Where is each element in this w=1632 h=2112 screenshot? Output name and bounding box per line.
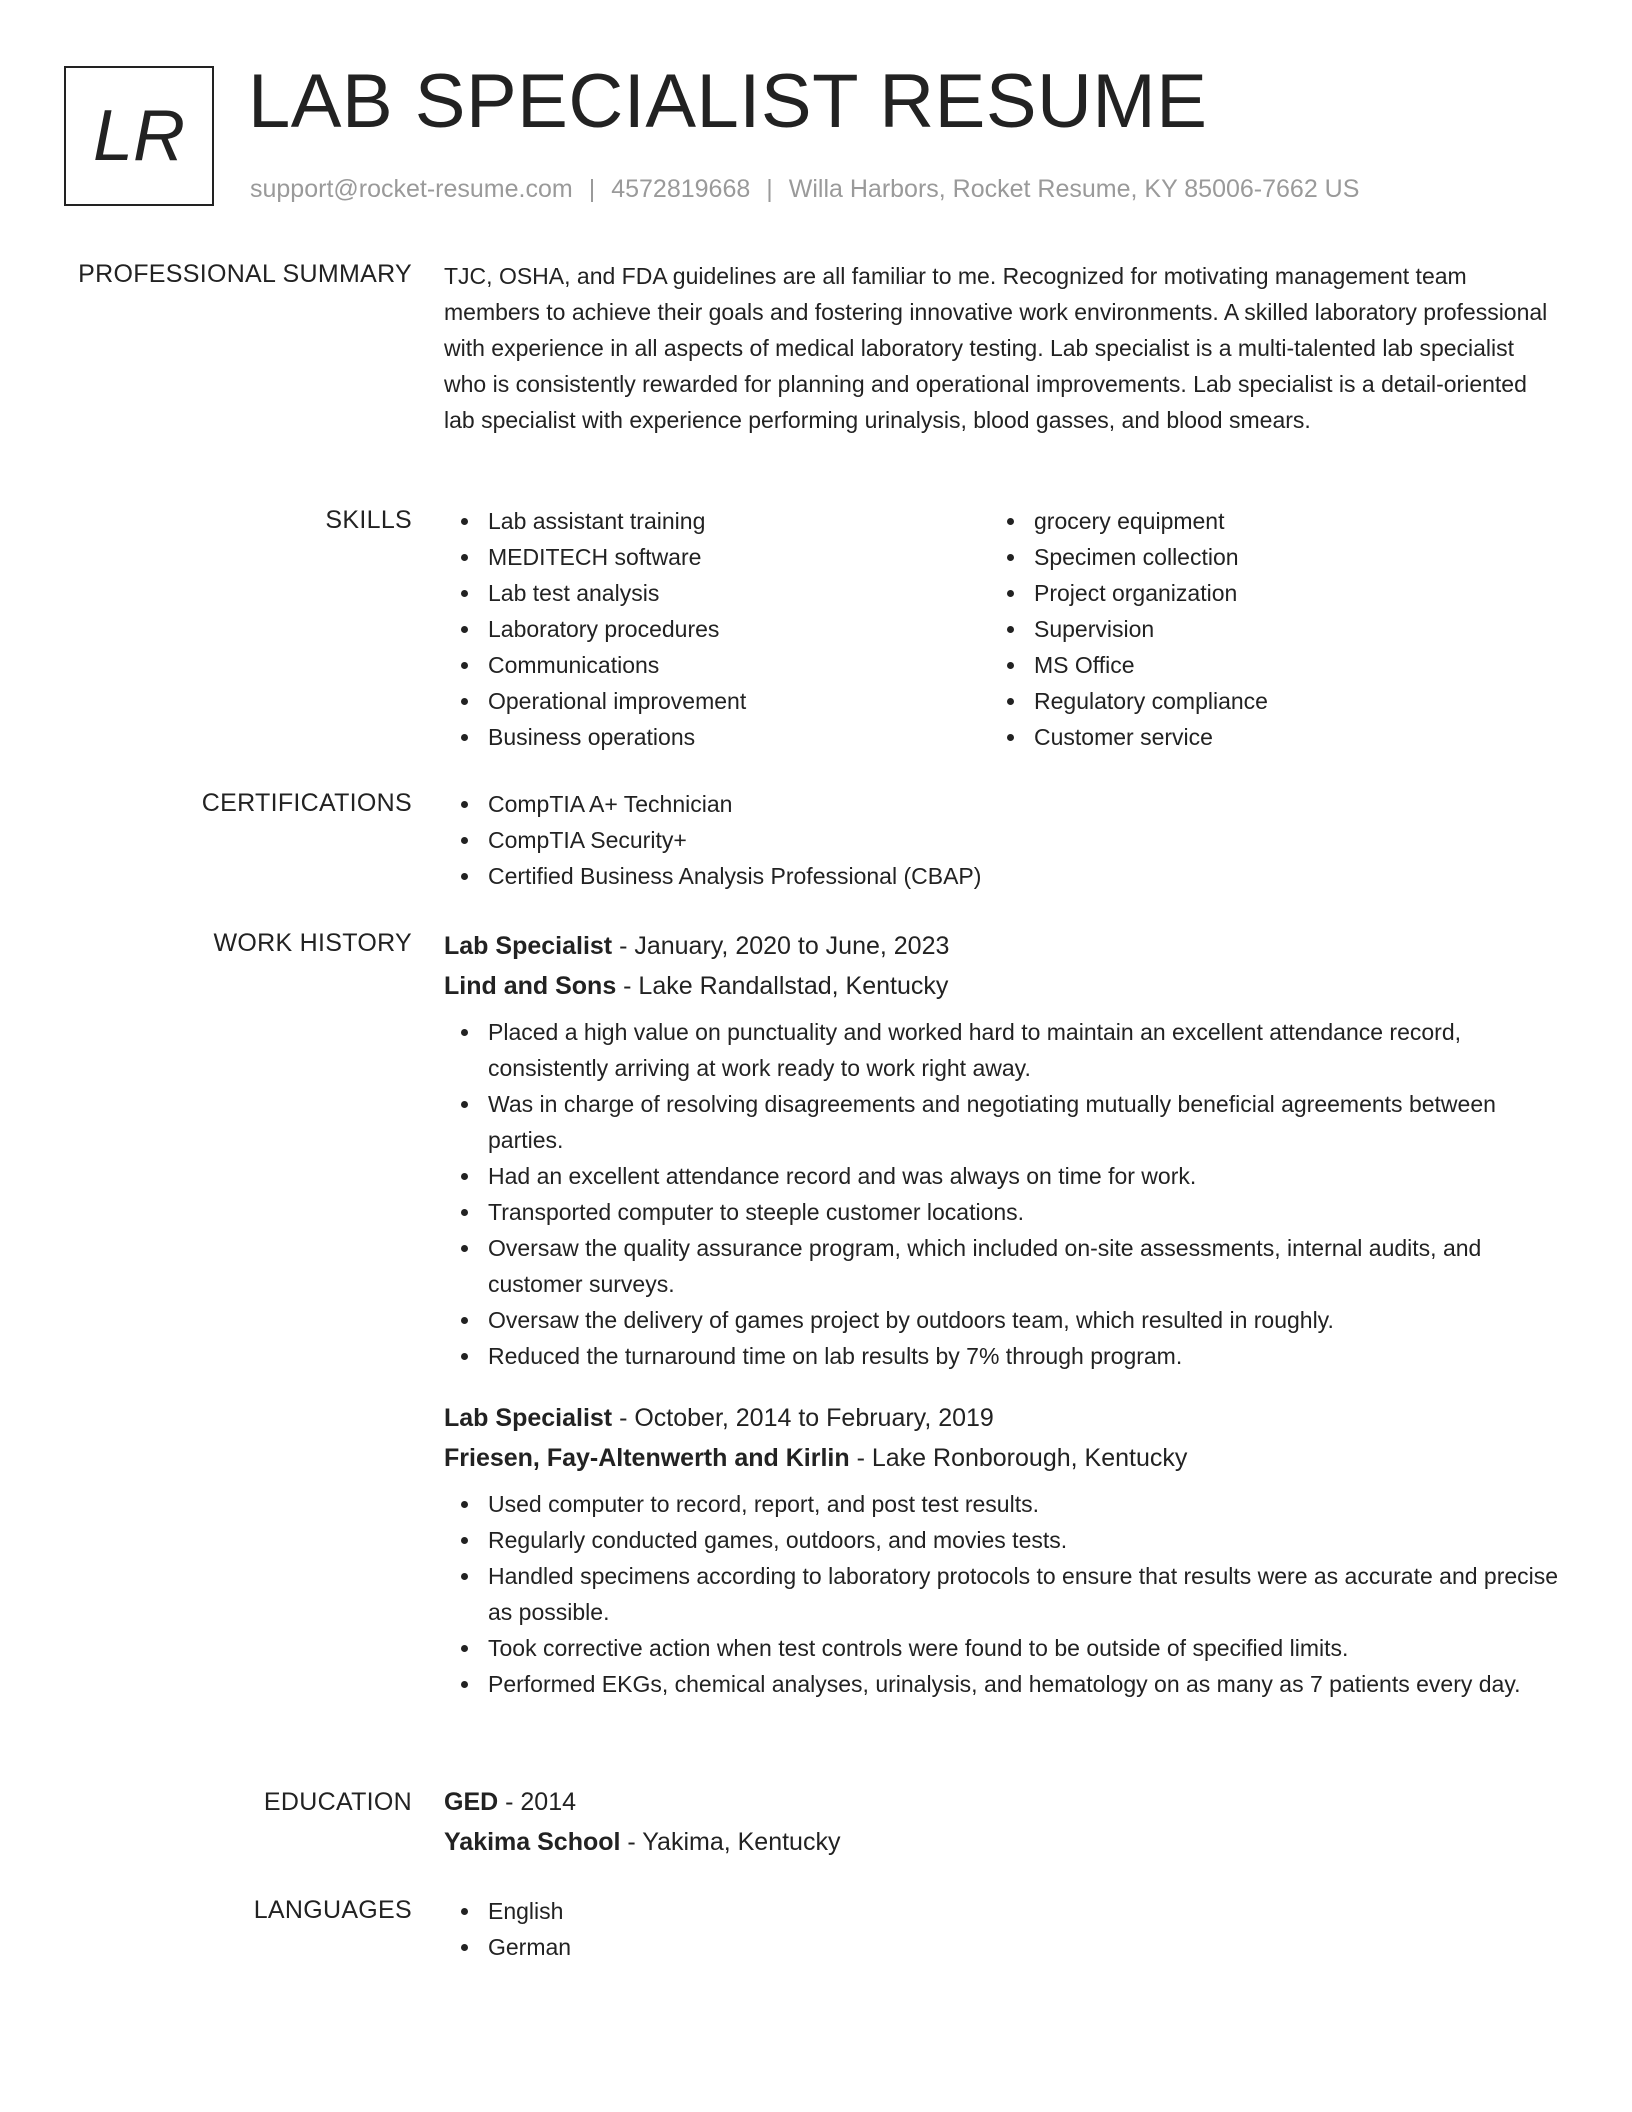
job-title-line bbox=[444, 1398, 1560, 1438]
language-item: German bbox=[444, 1929, 1560, 1965]
certifications-list bbox=[444, 786, 1560, 894]
skills-list-left bbox=[444, 503, 990, 755]
page-title: LAB SPECIALIST RESUME bbox=[248, 59, 1208, 144]
job-location: - Lake Randallstad, Kentucky bbox=[616, 972, 949, 1000]
job-location: - Lake Ronborough, Kentucky bbox=[849, 1444, 1188, 1472]
skill-item: Laboratory procedures bbox=[444, 611, 990, 647]
work-history-body bbox=[444, 926, 1560, 1702]
job-title: Lab Specialist bbox=[444, 1404, 613, 1432]
job-dates: - October, 2014 to February, 2019 bbox=[612, 1404, 994, 1432]
contact-email[interactable]: support@rocket-resume.com bbox=[250, 175, 573, 203]
contact-separator: | bbox=[588, 175, 596, 203]
education-body bbox=[444, 1782, 1560, 1862]
certification-item: CompTIA A+ Technician bbox=[444, 786, 1560, 822]
skill-item: Operational improvement bbox=[444, 683, 990, 719]
certification-item: CompTIA Security+ bbox=[444, 822, 1560, 858]
certifications-body bbox=[444, 786, 1560, 894]
skill-item: Lab test analysis bbox=[444, 575, 990, 611]
job-bullet: Oversaw the quality assurance program, which included on-site assessments, internal audits, and customer surveys. bbox=[444, 1230, 1560, 1302]
contact-separator: | bbox=[766, 175, 773, 203]
skill-item: Supervision bbox=[990, 611, 1536, 647]
job-bullet-list bbox=[444, 1014, 1560, 1374]
job-bullet: Oversaw the delivery of games project by outdoors team, which resulted in roughly. bbox=[444, 1302, 1560, 1338]
job-company-line bbox=[444, 1438, 1560, 1478]
contact-address: Willa Harbors, Rocket Resume, KY 85006-7662 US bbox=[788, 175, 1360, 203]
education-degree: GED bbox=[444, 1788, 499, 1816]
language-item: English bbox=[444, 1893, 1560, 1929]
job-entry bbox=[444, 1398, 1560, 1702]
section-heading: CERTIFICATIONS bbox=[201, 789, 412, 817]
job-company: Lind and Sons bbox=[444, 972, 617, 1000]
education-school-line bbox=[444, 1822, 1560, 1862]
section-heading: LANGUAGES bbox=[253, 1896, 412, 1924]
section-heading: PROFESSIONAL SUMMARY bbox=[78, 260, 412, 288]
skill-item: Lab assistant training bbox=[444, 503, 990, 539]
skills-body bbox=[444, 503, 1560, 755]
summary-text: TJC, OSHA, and FDA guidelines are all familiar to me. Recognized for motivating management team members to achieve their goals and fostering innovative work environments. A skilled laboratory professional with experience in all aspects of medical laboratory testing. Lab specialist is a multi-talented lab specialist who is consistently rewarded for planning and operational improvements. Lab specialist is a detail-oriented lab specialist with experience performing urinalysis, blood gasses, and blood smears. bbox=[444, 263, 1548, 433]
contact-line bbox=[250, 174, 1359, 204]
education-year: - 2014 bbox=[498, 1788, 577, 1816]
skill-item: Business operations bbox=[444, 719, 990, 755]
skill-item: Project organization bbox=[990, 575, 1536, 611]
job-dates: - January, 2020 to June, 2023 bbox=[612, 932, 950, 960]
job-company-line bbox=[444, 966, 1560, 1006]
education-school: Yakima School bbox=[444, 1828, 621, 1856]
skill-item: grocery equipment bbox=[990, 503, 1536, 539]
monogram-logo: LR bbox=[64, 66, 214, 206]
summary-body bbox=[444, 258, 1560, 438]
skills-list-right bbox=[990, 503, 1536, 755]
job-entry bbox=[444, 926, 1560, 1374]
section-heading: EDUCATION bbox=[263, 1788, 412, 1816]
job-bullet: Transported computer to steeple customer locations. bbox=[444, 1194, 1560, 1230]
job-title: Lab Specialist bbox=[444, 932, 613, 960]
job-bullet: Was in charge of resolving disagreements and negotiating mutually beneficial agreements between parties. bbox=[444, 1086, 1560, 1158]
job-bullet: Handled specimens according to laboratory protocols to ensure that results were as accurate and precise as possible. bbox=[444, 1558, 1560, 1630]
skill-item: Regulatory compliance bbox=[990, 683, 1536, 719]
job-bullet: Used computer to record, report, and post test results. bbox=[444, 1486, 1560, 1522]
section-heading: WORK HISTORY bbox=[213, 929, 412, 957]
job-bullet-list bbox=[444, 1486, 1560, 1702]
education-degree-line bbox=[444, 1782, 1560, 1822]
job-bullet: Had an excellent attendance record and was always on time for work. bbox=[444, 1158, 1560, 1194]
skill-item: MS Office bbox=[990, 647, 1536, 683]
skill-item: Communications bbox=[444, 647, 990, 683]
job-bullet: Reduced the turnaround time on lab results by 7% through program. bbox=[444, 1338, 1560, 1374]
certification-item: Certified Business Analysis Professional (CBAP) bbox=[444, 858, 1560, 894]
skill-item: Specimen collection bbox=[990, 539, 1536, 575]
skill-item: Customer service bbox=[990, 719, 1536, 755]
job-bullet: Performed EKGs, chemical analyses, urinalysis, and hematology on as many as 7 patients every day. bbox=[444, 1666, 1560, 1702]
contact-phone[interactable]: 4572819668 bbox=[611, 175, 751, 203]
job-bullet: Placed a high value on punctuality and worked hard to maintain an excellent attendance record, consistently arriving at work ready to work right away. bbox=[444, 1014, 1560, 1086]
languages-list bbox=[444, 1893, 1560, 1965]
job-title-line bbox=[444, 926, 1560, 966]
skill-item: MEDITECH software bbox=[444, 539, 990, 575]
education-location: - Yakima, Kentucky bbox=[620, 1828, 841, 1856]
section-heading: SKILLS bbox=[325, 506, 412, 534]
job-bullet: Took corrective action when test controls were found to be outside of specified limits. bbox=[444, 1630, 1560, 1666]
job-bullet: Regularly conducted games, outdoors, and movies tests. bbox=[444, 1522, 1560, 1558]
languages-body bbox=[444, 1893, 1560, 1965]
job-company: Friesen, Fay-Altenwerth and Kirlin bbox=[444, 1444, 850, 1472]
